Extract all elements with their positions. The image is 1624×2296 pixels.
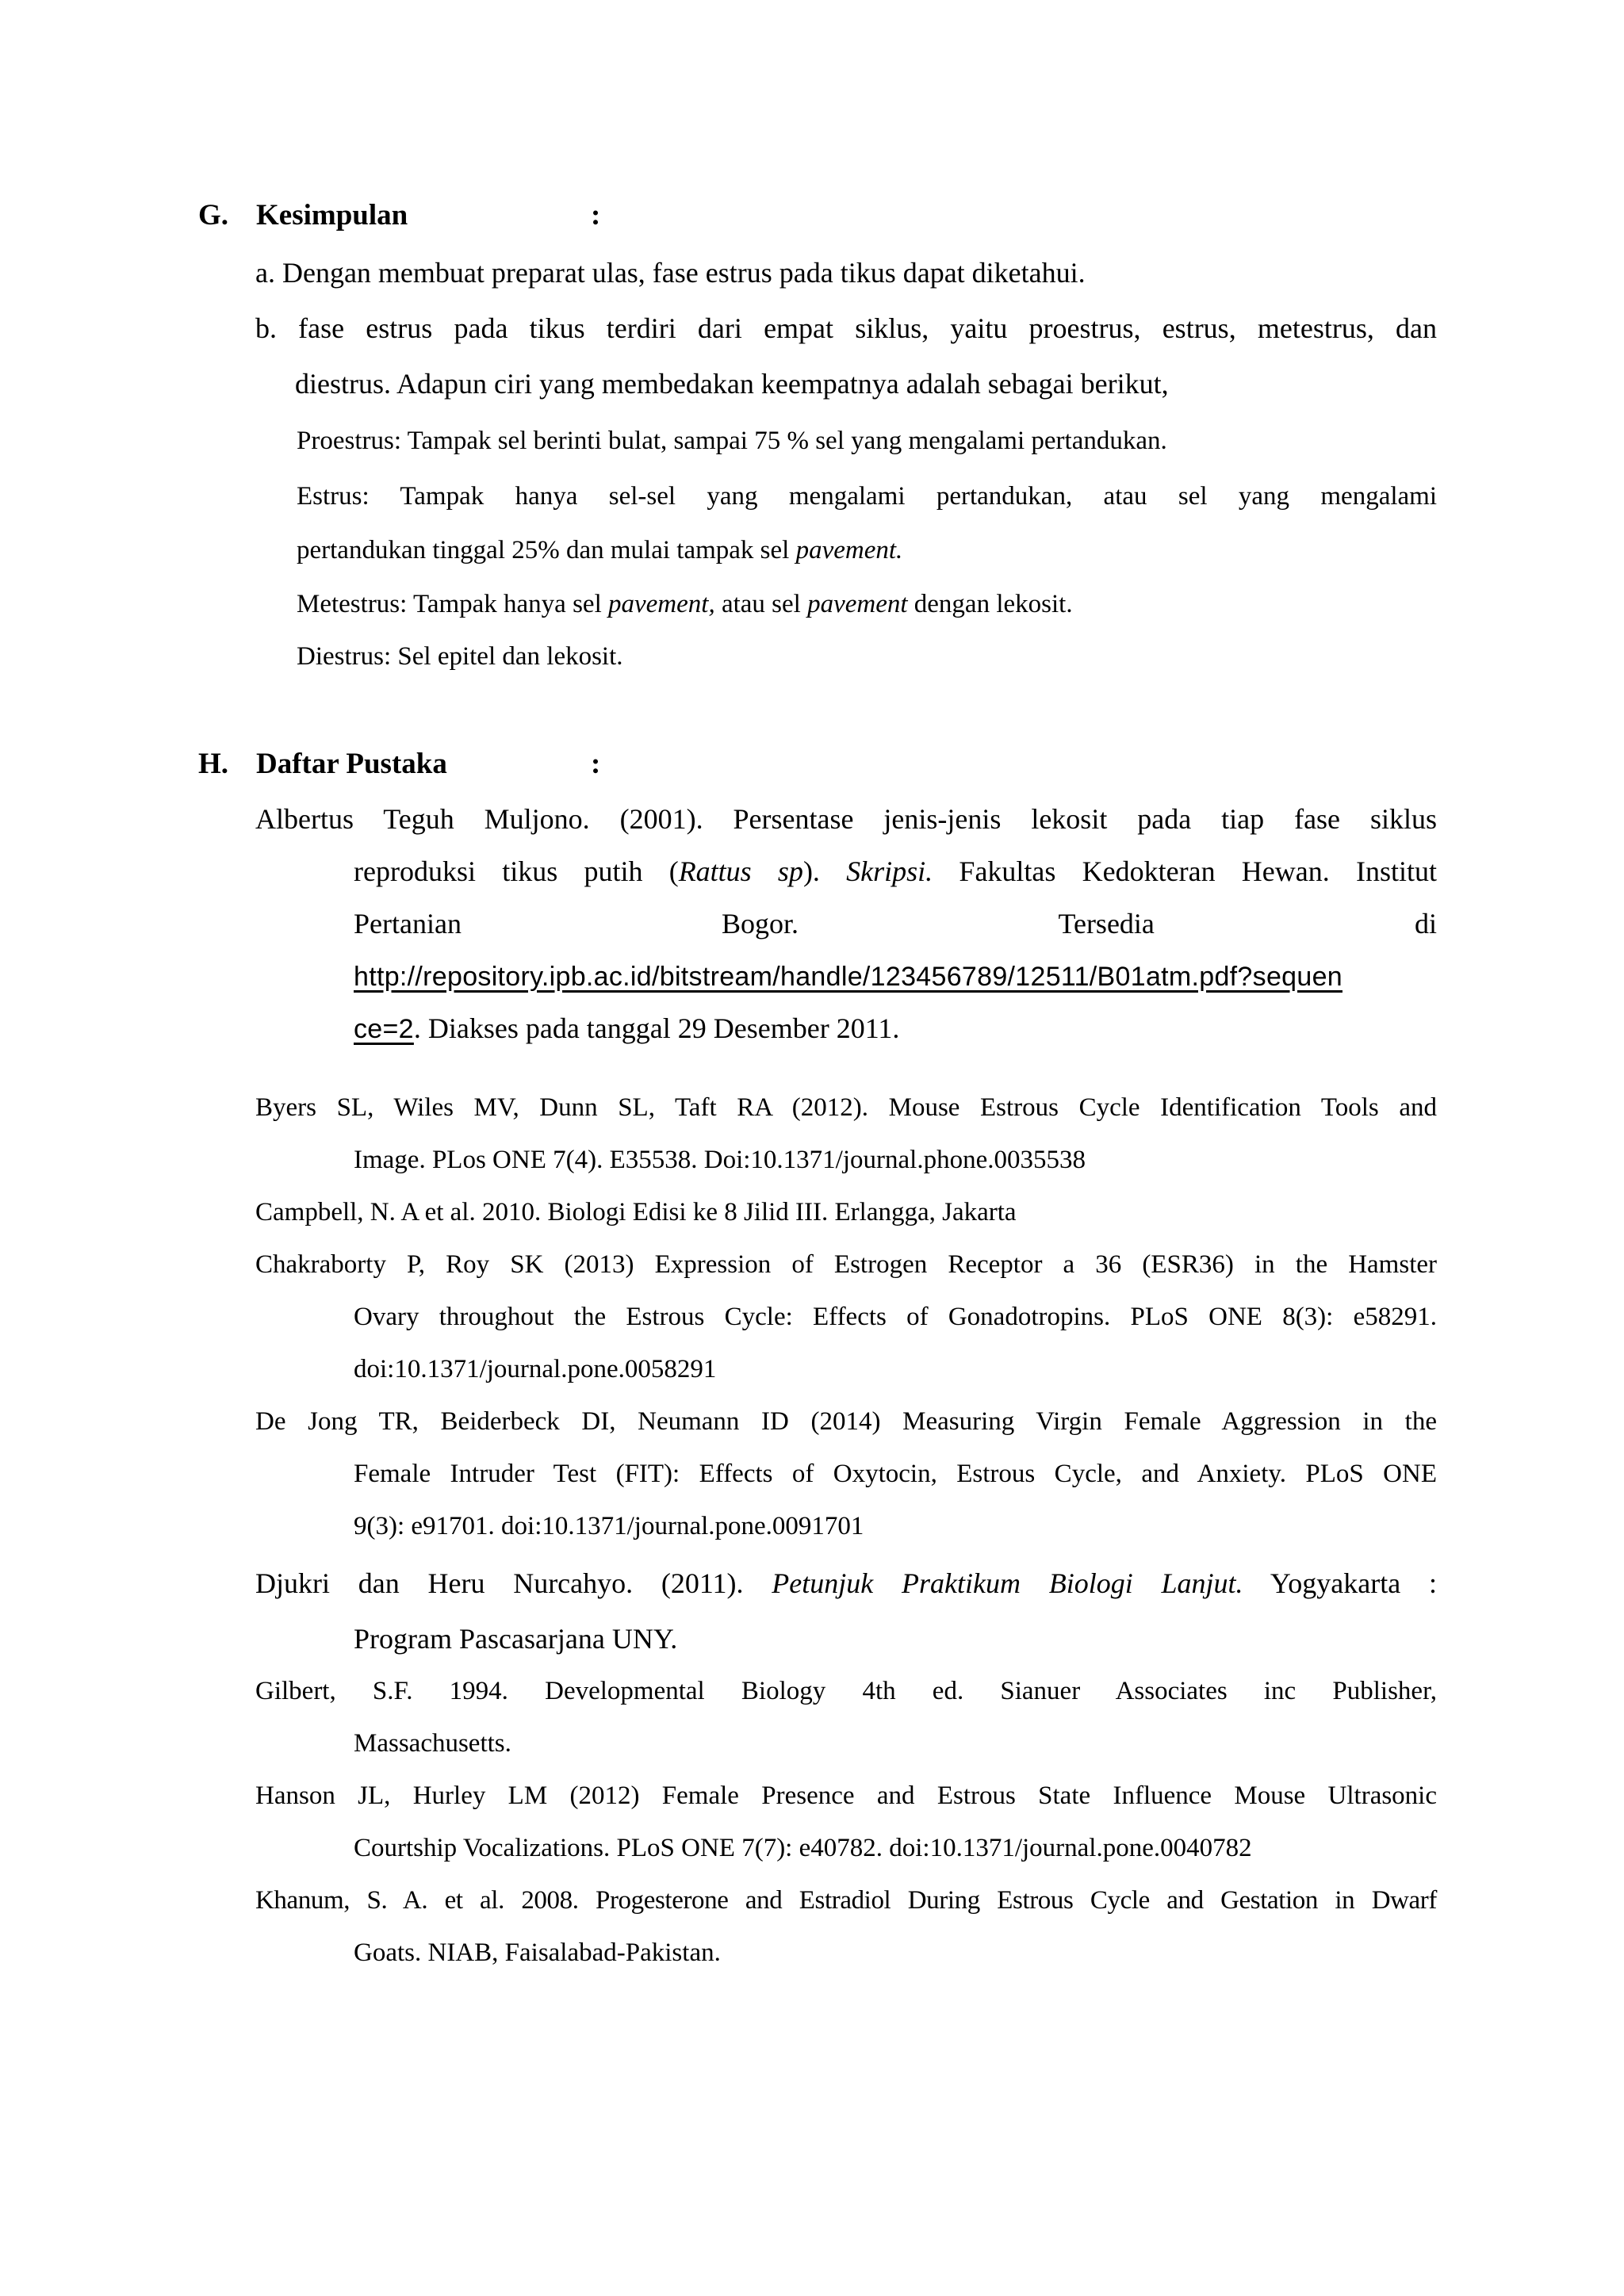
ref-dejong-line3: 9(3): e91701. doi:10.1371/journal.pone.0091701 [354,1512,864,1540]
ref-djukri-line1-a: Djukri dan Heru Nurcahyo. (2011). [255,1567,772,1599]
ref-djukri-line2: Program Pascasarjana UNY. [354,1623,678,1655]
section-h-title: Daftar Pustaka [256,748,447,780]
ref-albertus-line2-c: Fakultas Kedokteran Hewan. Institut [933,855,1437,887]
ref-albertus-line2-a: reproduksi tikus putih ( [354,855,679,887]
estrus-line2-italic: pavement. [795,536,903,564]
ref-khanum-line2: Goats. NIAB, Faisalabad-Pakistan. [354,1938,721,1967]
ref-albertus-url-link[interactable]: http://repository.ipb.ac.id/bitstream/handle/123456789/12511/B01atm.pdf?sequen [354,962,1342,992]
metestrus-mid: atau sel [714,590,808,618]
reference-campbell [255,1186,1437,1238]
reference-khanum [255,1874,1437,1979]
section-g-heading [198,198,642,233]
section-h-letter: H. [198,748,229,780]
ref-albertus-line4 [255,950,1437,1002]
section-h-colon: : [591,748,601,780]
reference-chakraborty [255,1238,1437,1395]
section-g-letter: G. [198,199,229,232]
ref-albertus-accessed: . Diakses pada tanggal 29 Desember 2011. [413,1012,900,1044]
conclusion-item-a: a. Dengan membuat preparat ulas, fase estrus pada tikus dapat diketahui. [255,257,1086,289]
conclusion-item-b-line2: diestrus. Adapun ciri yang membedakan keempatnya adalah sebagai berikut, [295,368,1169,400]
ref-chakraborty-line3: doi:10.1371/journal.pone.0058291 [354,1355,717,1383]
metestrus-italic-1: pavement, [608,590,715,618]
ref-khanum-line1: Khanum, S. A. et al. 2008. Progesterone and Estradiol During Estrous Cycle and Gestation in Dwarf [255,1886,1437,1915]
estrus-line2 [297,533,902,568]
metestrus-post: dengan lekosit. [907,590,1073,618]
reference-gilbert [255,1665,1437,1770]
conclusion-item-b-line1: b. fase estrus pada tikus terdiri dari empat siklus, yaitu proestrus, estrus, metestrus, dan [255,312,1437,344]
ref-gilbert-line2: Massachusetts. [354,1729,511,1758]
reference-dejong [255,1395,1437,1552]
ref-chakraborty-line2: Ovary throughout the Estrous Cycle: Effects of Gonadotropins. PLoS ONE 8(3): e58291. [354,1303,1437,1331]
metestrus-pre: Metestrus: Tampak hanya sel [297,590,608,618]
section-g-title: Kesimpulan [256,199,408,232]
reference-djukri [255,1556,1437,1667]
ref-hanson-line2: Courtship Vocalizations. PLoS ONE 7(7): e40782. doi:10.1371/journal.pone.0040782 [354,1834,1252,1862]
ref-albertus-url-link-cont[interactable]: ce=2 [354,1014,414,1044]
estrus-line1: Estrus: Tampak hanya sel-sel yang mengalami pertandukan, atau sel yang mengalami [297,482,1437,511]
section-g-colon: : [591,199,601,232]
ref-dejong-line1: De Jong TR, Beiderbeck DI, Neumann ID (2014) Measuring Virgin Female Aggression in the [255,1407,1437,1436]
ref-albertus-skripsi: Skripsi. [846,855,933,887]
ref-albertus-line3: Pertanian Bogor. Tersedia di [354,908,1437,939]
ref-albertus-line5 [255,1002,1437,1054]
ref-albertus-species: Rattus sp [678,855,803,887]
reference-hanson [255,1770,1437,1874]
reference-albertus [255,793,1437,1054]
estrus-line2-text: pertandukan tinggal 25% dan mulai tampak sel [297,536,796,564]
reference-byers [255,1081,1437,1186]
diestrus-text: Diestrus: Sel epitel dan lekosit. [297,642,623,671]
ref-djukri-line1 [255,1556,1437,1611]
ref-byers-line2: Image. PLos ONE 7(4). E35538. Doi:10.1371/journal.phone.0035538 [354,1146,1086,1174]
ref-gilbert-line1: Gilbert, S.F. 1994. Developmental Biology 4th ed. Sianuer Associates inc Publisher, [255,1677,1437,1705]
ref-dejong-line2: Female Intruder Test (FIT): Effects of Oxytocin, Estrous Cycle, and Anxiety. PLoS ONE [354,1460,1437,1488]
section-h-heading [198,747,642,782]
ref-albertus-line1: Albertus Teguh Muljono. (2001). Persentase jenis-jenis lekosit pada tiap fase siklus [255,803,1437,835]
metestrus-text [297,587,1073,622]
ref-chakraborty-line1: Chakraborty P, Roy SK (2013) Expression of Estrogen Receptor a 36 (ESR36) in the Hamster [255,1250,1437,1279]
ref-djukri-title: Petunjuk Praktikum Biologi Lanjut. [772,1567,1243,1599]
proestrus-text: Proestrus: Tampak sel berinti bulat, sampai 75 % sel yang mengalami pertandukan. [297,427,1167,455]
ref-byers-line1: Byers SL, Wiles MV, Dunn SL, Taft RA (2012). Mouse Estrous Cycle Identification Tools and [255,1093,1437,1122]
ref-campbell-line1: Campbell, N. A et al. 2010. Biologi Edisi ke 8 Jilid III. Erlangga, Jakarta [255,1198,1017,1226]
metestrus-italic-2: pavement [807,590,908,618]
ref-albertus-line2-b: ). [802,855,847,887]
ref-hanson-line1: Hanson JL, Hurley LM (2012) Female Presence and Estrous State Influence Mouse Ultrasonic [255,1781,1437,1810]
ref-djukri-line1-b: Yogyakarta : [1243,1567,1437,1599]
ref-albertus-line2 [255,845,1437,897]
